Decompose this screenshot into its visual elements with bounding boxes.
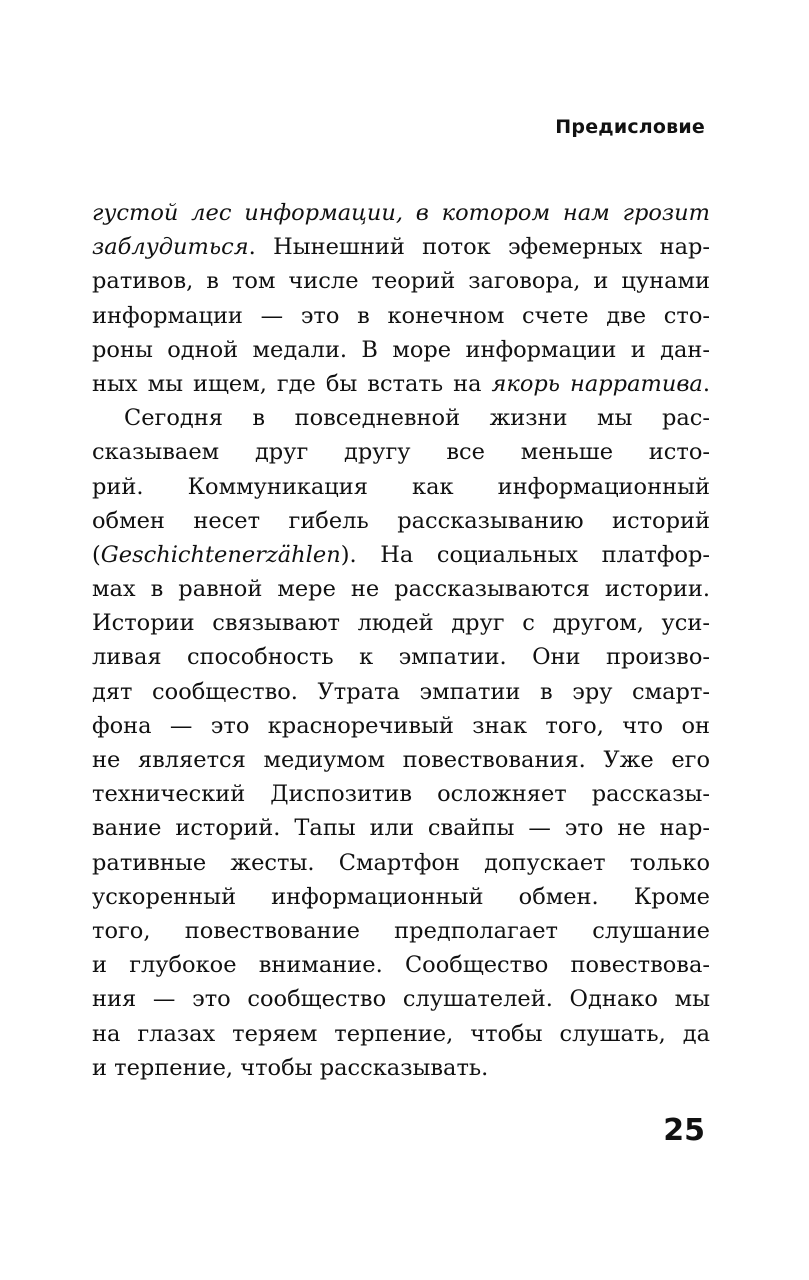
text-line [92, 435, 710, 469]
text-line [92, 401, 710, 435]
text-segment: того, повествование предполагает слушание [92, 917, 710, 944]
text-segment: дят сообщество. Утрата эмпатии в эру смарт- [92, 678, 710, 705]
text-line [92, 948, 710, 982]
text-line [92, 196, 710, 230]
text-segment: технический Диспозитив осложняет рассказы- [92, 781, 710, 808]
text-line [92, 811, 710, 845]
italic-text-segment: Geschichtenerzählen [100, 541, 341, 568]
text-line [92, 230, 710, 264]
text-line [92, 538, 710, 572]
text-segment: роны одной медали. В море информации и дан- [92, 336, 710, 363]
text-segment: вание историй. Тапы или свайпы — это не нар- [92, 815, 710, 842]
italic-text-segment: густой лес информации, в котором нам грозит [92, 200, 710, 226]
text-line [92, 470, 710, 504]
text-segment: рий. Коммуникация как информационный [92, 473, 710, 500]
text-segment: ния — это сообщество слушателей. Однако мы [92, 986, 710, 1013]
text-segment: информации — это в конечном счете две сто- [92, 302, 710, 329]
text-line [92, 982, 710, 1016]
italic-text-segment: заблудиться [92, 234, 249, 261]
text-segment: ративов, в том числе теорий заговора, и цунами [92, 268, 710, 295]
text-segment: и глубокое внимание. Сообщество повествова- [92, 952, 710, 979]
text-segment: и терпение, чтобы рассказывать. [92, 1054, 489, 1081]
text-segment: ливая способность к эмпатии. Они произво- [92, 644, 710, 671]
text-line [92, 504, 710, 538]
text-segment: на глазах теряем терпение, чтобы слушать, да [92, 1020, 710, 1047]
text-segment: сказываем друг другу все меньше исто- [92, 439, 710, 466]
text-segment: фона — это красноречивый знак того, что он [92, 712, 710, 739]
text-line [92, 367, 710, 401]
italic-text-segment: якорь нарратива [491, 370, 703, 397]
text-line [92, 1051, 710, 1085]
text-segment: ративные жесты. Смартфон допускает только [92, 849, 710, 876]
text-segment: ). На социальных платфор- [340, 541, 710, 568]
text-segment: Истории связывают людей друг с другом, уси- [92, 610, 710, 637]
text-line [92, 846, 710, 880]
page-number: 25 [663, 1113, 705, 1148]
text-line [92, 777, 710, 811]
body-text [92, 196, 710, 1085]
text-segment: ускоренный информационный обмен. Кроме [92, 883, 710, 910]
text-line [92, 675, 710, 709]
text-line [92, 709, 710, 743]
text-segment: ных мы ищем, где бы встать на [92, 370, 492, 397]
running-header: Предисловие [555, 116, 705, 138]
text-segment: не является медиумом повествования. Уже его [92, 747, 710, 773]
text-segment: . Нынешний поток эфемерных нар- [248, 234, 710, 261]
text-line [92, 264, 710, 298]
text-line [92, 333, 710, 367]
text-line [92, 743, 710, 777]
text-line [92, 299, 710, 333]
text-line [92, 640, 710, 674]
text-line [92, 572, 710, 606]
text-line [92, 606, 710, 640]
text-line [92, 1017, 710, 1051]
text-segment: . [702, 370, 710, 397]
text-segment: обмен несет гибель рассказыванию историй [92, 507, 710, 534]
text-line [92, 914, 710, 948]
text-segment: Сегодня в повседневной жизни мы рас- [124, 405, 710, 432]
text-line [92, 880, 710, 914]
text-segment: мах в равной мере не рассказываются истории. [92, 576, 710, 603]
text-segment: ( [92, 541, 101, 568]
